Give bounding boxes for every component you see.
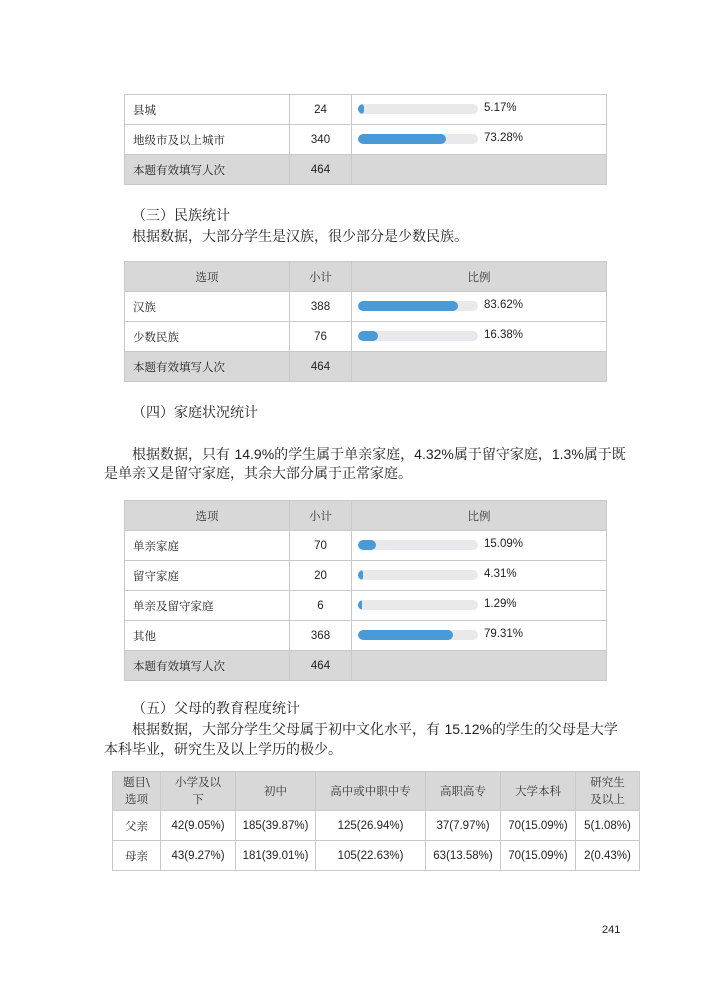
table-row bbox=[125, 322, 607, 352]
count-cell: 388 bbox=[290, 292, 352, 322]
text-segment: 属于既 bbox=[583, 447, 626, 463]
ethnic-table bbox=[124, 261, 607, 382]
option-cell: 单亲家庭 bbox=[125, 531, 290, 561]
figure: 4.32% bbox=[414, 446, 454, 462]
table-cell: 63(13.58%) bbox=[426, 841, 501, 871]
percentage: 5.17% bbox=[484, 102, 517, 114]
paragraph-family-line1 bbox=[132, 444, 626, 464]
count-cell: 368 bbox=[290, 621, 352, 651]
option-cell: 其他 bbox=[125, 621, 290, 651]
table-row bbox=[113, 811, 640, 841]
percentage: 73.28% bbox=[484, 132, 524, 144]
total-label: 本题有效填写人次 bbox=[125, 352, 290, 382]
ratio-cell bbox=[352, 561, 607, 591]
percentage: 79.31% bbox=[484, 628, 524, 640]
header-line: 下 bbox=[192, 792, 204, 806]
ratio-cell bbox=[352, 322, 607, 352]
total-label: 本题有效填写人次 bbox=[125, 651, 290, 681]
option-cell: 地级市及以上城市 bbox=[125, 125, 290, 155]
table-row bbox=[125, 531, 607, 561]
header-option: 选项 bbox=[125, 262, 290, 292]
table-cell: 37(7.97%) bbox=[426, 811, 501, 841]
header-vocational: 高职高专 bbox=[426, 772, 501, 811]
header-ratio: 比例 bbox=[352, 501, 607, 531]
ratio-cell bbox=[352, 591, 607, 621]
paragraph-education-line1 bbox=[132, 719, 618, 739]
corner-line: 选项 bbox=[125, 792, 148, 806]
progress-fill bbox=[358, 104, 364, 114]
table-cell: 43(9.27%) bbox=[161, 841, 236, 871]
row-label: 父亲 bbox=[113, 811, 161, 841]
text-segment: 根据数据，大部分学生父母属于初中文化水平，有 bbox=[132, 722, 445, 738]
city-table bbox=[124, 94, 607, 185]
header-junior: 初中 bbox=[236, 772, 316, 811]
progress-fill bbox=[358, 134, 446, 144]
progress-bar bbox=[358, 600, 478, 610]
table-cell: 2(0.43%) bbox=[576, 841, 640, 871]
progress-fill bbox=[358, 331, 378, 341]
figure: 1.3% bbox=[551, 446, 584, 462]
total-empty-cell bbox=[352, 651, 607, 681]
progress-bar bbox=[358, 331, 478, 341]
progress-bar bbox=[358, 134, 478, 144]
section-heading-ethnic: （三）民族统计 bbox=[132, 208, 230, 224]
header-line: 研究生 bbox=[590, 775, 625, 789]
row-label: 母亲 bbox=[113, 841, 161, 871]
header-ratio: 比例 bbox=[352, 262, 607, 292]
percentage: 15.09% bbox=[484, 538, 524, 550]
paragraph-family-line2: 是单亲又是留守家庭，其余大部分属于正常家庭。 bbox=[104, 466, 412, 482]
table-cell: 181(39.01%) bbox=[236, 841, 316, 871]
count-cell: 6 bbox=[290, 591, 352, 621]
progress-fill bbox=[358, 600, 362, 610]
option-cell: 单亲及留守家庭 bbox=[125, 591, 290, 621]
header-corner bbox=[113, 772, 161, 811]
progress-bar bbox=[358, 301, 478, 311]
table-cell: 5(1.08%) bbox=[576, 811, 640, 841]
text-segment: 属于留守家庭， bbox=[453, 447, 552, 463]
table-row bbox=[125, 561, 607, 591]
table-row bbox=[113, 841, 640, 871]
total-row bbox=[125, 651, 607, 681]
text-segment: 根据数据，只有 bbox=[132, 447, 235, 463]
page-number: 241 bbox=[602, 924, 621, 936]
table-header-row bbox=[125, 262, 607, 292]
total-empty-cell bbox=[352, 155, 607, 185]
section-heading-education: （五）父母的教育程度统计 bbox=[132, 701, 300, 717]
header-line: 及以上 bbox=[590, 792, 625, 806]
figure: 14.9% bbox=[234, 446, 275, 462]
progress-fill bbox=[358, 570, 363, 580]
corner-line: 题目\ bbox=[123, 775, 150, 789]
total-empty-cell bbox=[352, 352, 607, 382]
total-label: 本题有效填写人次 bbox=[125, 155, 290, 185]
ratio-cell bbox=[352, 95, 607, 125]
percentage: 1.29% bbox=[484, 598, 517, 610]
progress-bar bbox=[358, 540, 478, 550]
header-option: 选项 bbox=[125, 501, 290, 531]
table-row bbox=[125, 591, 607, 621]
table-row bbox=[125, 95, 607, 125]
header-senior: 高中或中职中专 bbox=[316, 772, 426, 811]
count-cell: 24 bbox=[290, 95, 352, 125]
table-row bbox=[125, 621, 607, 651]
table-cell: 42(9.05%) bbox=[161, 811, 236, 841]
table-header-row bbox=[125, 501, 607, 531]
percentage: 4.31% bbox=[484, 568, 517, 580]
progress-bar bbox=[358, 630, 478, 640]
paragraph-ethnic: 根据数据，大部分学生是汉族，很少部分是少数民族。 bbox=[132, 229, 468, 245]
total-count: 464 bbox=[290, 352, 352, 382]
option-cell: 县城 bbox=[125, 95, 290, 125]
family-table bbox=[124, 500, 607, 681]
table-row bbox=[125, 125, 607, 155]
header-graduate bbox=[576, 772, 640, 811]
table-cell: 185(39.87%) bbox=[236, 811, 316, 841]
header-count: 小计 bbox=[290, 501, 352, 531]
percentage: 16.38% bbox=[484, 329, 524, 341]
header-count: 小计 bbox=[290, 262, 352, 292]
header-primary bbox=[161, 772, 236, 811]
progress-fill bbox=[358, 630, 453, 640]
header-line: 小学及以 bbox=[175, 775, 221, 789]
text-segment: 的学生的父母是大学 bbox=[491, 722, 618, 738]
option-cell: 少数民族 bbox=[125, 322, 290, 352]
option-cell: 留守家庭 bbox=[125, 561, 290, 591]
table-cell: 105(22.63%) bbox=[316, 841, 426, 871]
table-header-row bbox=[113, 772, 640, 811]
education-table bbox=[112, 771, 640, 871]
count-cell: 70 bbox=[290, 531, 352, 561]
option-cell: 汉族 bbox=[125, 292, 290, 322]
count-cell: 76 bbox=[290, 322, 352, 352]
table-row bbox=[125, 292, 607, 322]
count-cell: 340 bbox=[290, 125, 352, 155]
ratio-cell bbox=[352, 621, 607, 651]
progress-fill bbox=[358, 540, 376, 550]
ratio-cell bbox=[352, 292, 607, 322]
header-bachelor: 大学本科 bbox=[501, 772, 576, 811]
total-row bbox=[125, 155, 607, 185]
table-cell: 125(26.94%) bbox=[316, 811, 426, 841]
total-count: 464 bbox=[290, 155, 352, 185]
progress-bar bbox=[358, 570, 478, 580]
section-heading-family: （四）家庭状况统计 bbox=[132, 405, 258, 421]
count-cell: 20 bbox=[290, 561, 352, 591]
total-count: 464 bbox=[290, 651, 352, 681]
total-row bbox=[125, 352, 607, 382]
figure: 15.12% bbox=[444, 721, 492, 737]
table-cell: 70(15.09%) bbox=[501, 841, 576, 871]
paragraph-education-line2: 本科毕业，研究生及以上学历的极少。 bbox=[104, 742, 342, 758]
ratio-cell bbox=[352, 125, 607, 155]
text-segment: 的学生属于单亲家庭， bbox=[274, 447, 415, 463]
progress-bar bbox=[358, 104, 478, 114]
percentage: 83.62% bbox=[484, 299, 524, 311]
table-cell: 70(15.09%) bbox=[501, 811, 576, 841]
ratio-cell bbox=[352, 531, 607, 561]
progress-fill bbox=[358, 301, 458, 311]
